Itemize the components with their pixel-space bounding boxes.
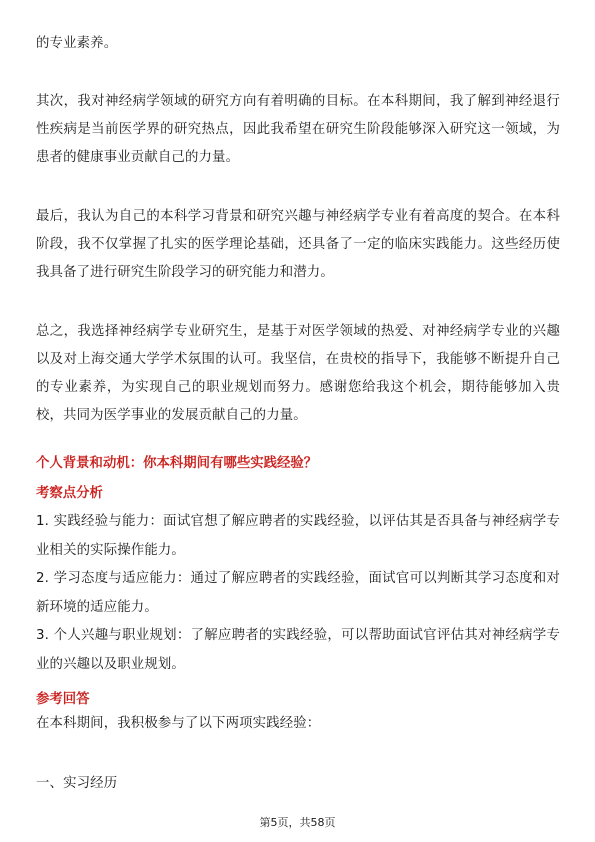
section-internship-heading: 一、实习经历: [36, 776, 118, 791]
paragraph-continuation: 的专业素养。: [36, 36, 118, 51]
paragraph-conclusion: 总之，我选择神经病学专业研究生，是基于对医学领域的热爱、对神经病学专业的兴趣以及对上海交通大学学术氛围的认可。我坚信，在贵校的指导下，我能够不断提升自己的专业素养，为实现自己的职业规划而努力。感谢您给我这个机会，期待能够加入贵校，共同为医学事业的发展贡献自己的力量。: [36, 324, 560, 423]
analysis-list: [36, 508, 560, 679]
analysis-item: 2. 学习态度与适应能力：通过了解应聘者的实践经验，面试官可以判断其学习态度和对新环境的适应能力。: [36, 571, 560, 615]
paragraph-second-reason: 其次，我对神经病学领域的研究方向有着明确的目标。在本科期间，我了解到神经退行性疾病是当前医学界的研究热点，因此我希望在研究生阶段能够深入研究这一领域，为患者的健康事业贡献自己的力量。: [36, 94, 560, 165]
analysis-item: 3. 个人兴趣与职业规划：了解应聘者的实践经验，可以帮助面试官评估其对神经病学专业的兴趣以及职业规划。: [36, 628, 560, 672]
answer-intro: 在本科期间，我积极参与了以下两项实践经验：: [36, 716, 321, 731]
question-title: 个人背景和动机：你本科期间有哪些实践经验？: [36, 456, 318, 471]
page-number: 第5页，共58页: [259, 816, 336, 829]
paragraph-final-reason: 最后，我认为自己的本科学习背景和研究兴趣与神经病学专业有着高度的契合。在本科阶段，我不仅掌握了扎实的医学理论基础，还具备了一定的临床实践能力。这些经历使我具备了进行研究生阶段学习的研究能力和潜力。: [36, 209, 560, 280]
analysis-item: 1. 实践经验与能力：面试官想了解应聘者的实践经验，以评估其是否具备与神经病学专业相关的实际操作能力。: [36, 514, 560, 558]
analysis-heading: 考察点分析: [36, 486, 103, 501]
answer-heading: 参考回答: [36, 692, 90, 707]
